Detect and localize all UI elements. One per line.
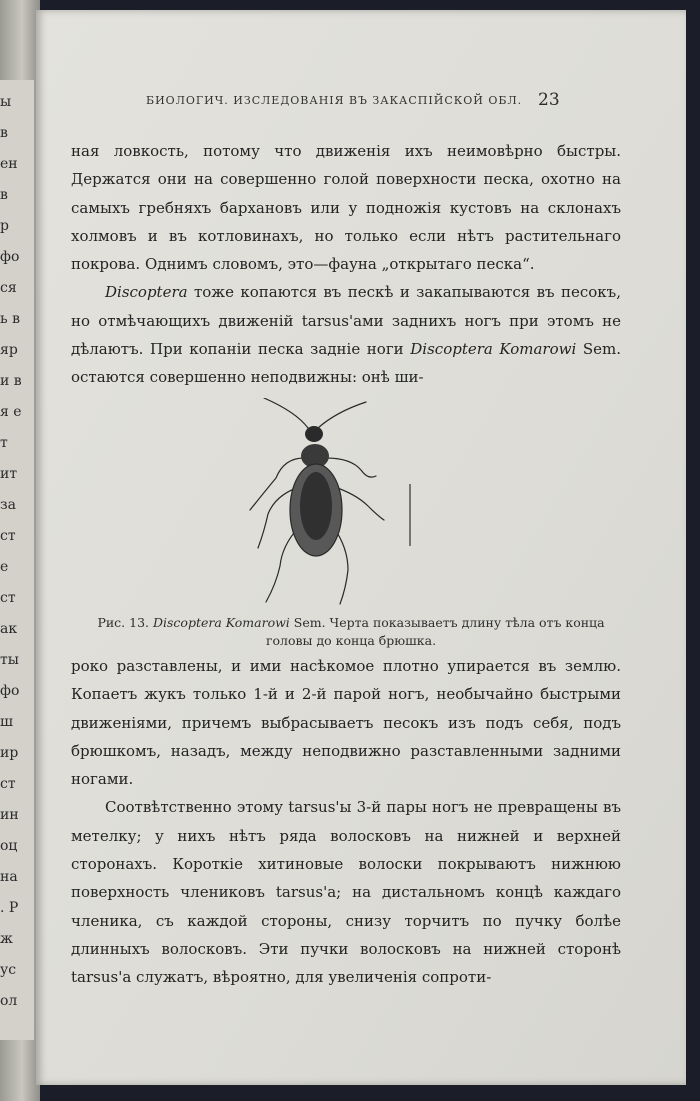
left-page-fragment: ст [0,776,16,792]
left-page-fragment: оц [0,838,18,854]
left-page-fragment: е [0,559,9,575]
left-page-fragment: я е [0,404,22,420]
left-page-fragment: ь в [0,311,20,327]
left-page-fragment: т [0,435,8,451]
left-page-fragment: ен [0,156,18,172]
left-page-fragment: ак [0,621,18,637]
left-page-fragment: ус [0,962,17,978]
caption-text: Sem. Черта показываетъ длину тѣла отъ конца головы до конца брюшка. [265,615,605,648]
paragraph-2 [71,278,621,391]
paragraph-2-text-a: тоже копаются въ пескѣ и закапываются въ песокъ, но отмѣчающихъ движеній tarsus'ами заднихъ ногъ при этомъ не дѣлаютъ. При копаніи песка задніе ноги [71,283,621,359]
paragraph-3: роко разставлены, и ими насѣкомое плотно упирается въ землю. Копаетъ жукъ только 1-й и 2-й парой ногъ, необычайно быстрыми движеніями, причемъ выбрасываетъ песокъ изъ подъ себя, подъ брюшкомъ, назадъ, между неподвижно разставленными задними ногами. [71,657,621,789]
beetle-illustration [236,398,436,608]
left-page-fragment: ин [0,807,19,823]
left-hind-leg [266,528,298,602]
page-number: 23 [538,90,560,110]
left-page-fragment: ст [0,590,16,606]
left-antenna [264,398,308,428]
right-front-leg [326,458,376,477]
left-page-fragment: ж [0,931,13,947]
beetle-head [305,426,323,442]
paragraph-2-text-b: Sem. остаются совершенно неподвижны: онѣ ши- [71,340,621,387]
book-page [36,10,686,1085]
left-page-fragment: в [0,125,8,141]
left-page-fragment: за [0,497,16,513]
left-page-fragment: ст [0,528,16,544]
caption-prefix: Рис. 13. [97,615,153,630]
left-page-fragment: фо [0,683,20,699]
figure-caption [91,614,611,650]
beetle-elytra-dark [300,472,332,540]
paragraph-1: ная ловкость, потому что движенія ихъ неимовѣрно быстры. Держатся они на совершенно голой поверхности песка, охотно на самыхъ гребняхъ бархановъ или у подножія кустовъ на склонахъ холмовъ и въ котловинахъ, но только если нѣтъ растительнаго покрова. Однимъ словомъ, это—фауна „открытаго песка“. [71,142,621,274]
left-page-fragment: ы [0,94,12,110]
running-header: БИОЛОГИЧ. ИЗСЛЕДОВАНІЯ ВЪ ЗАКАСПІЙСКОЙ ОБЛ. [146,94,523,107]
text-block-top [71,137,621,392]
left-page-fragment: яр [0,342,18,358]
left-page-fragment: . Р [0,900,19,916]
text-block-bottom [71,652,621,992]
left-page-fragment: в [0,187,8,203]
left-page-edge [0,80,34,1040]
left-page-fragment: на [0,869,18,885]
left-page-fragment: ся [0,280,17,296]
left-page-fragment: фо [0,249,20,265]
left-page-fragment: ты [0,652,19,668]
left-page-fragment: и в [0,373,22,389]
left-page-fragment: ш [0,714,14,730]
caption-species: Discoptera Komarowi [152,615,290,630]
genus-name: Discoptera [105,283,188,302]
left-page-fragment: ир [0,745,19,761]
right-antenna [318,402,366,428]
left-page-fragment: р [0,218,9,234]
left-page-fragment: ол [0,993,18,1009]
paragraph-4: Соотвѣтственно этому tarsus'ы 3-й пары ногъ не превращены въ метелку; у нихъ нѣтъ ряда волосковъ на нижней и верхней сторонахъ. Короткіе хитиновые волоски покрываютъ нижнюю поверхность члениковъ tarsus'а; на дистальномъ концѣ каждаго членика, съ каждой стороны, снизу торчитъ по пучку болѣе длинныхъ волосковъ. Эти пучки волосковъ на нижней сторонѣ tarsus'а служатъ, вѣроятно, для увеличенія сопроти- [71,798,621,987]
species-name: Discoptera Komarowi [410,340,577,359]
left-page-fragment: ит [0,466,18,482]
